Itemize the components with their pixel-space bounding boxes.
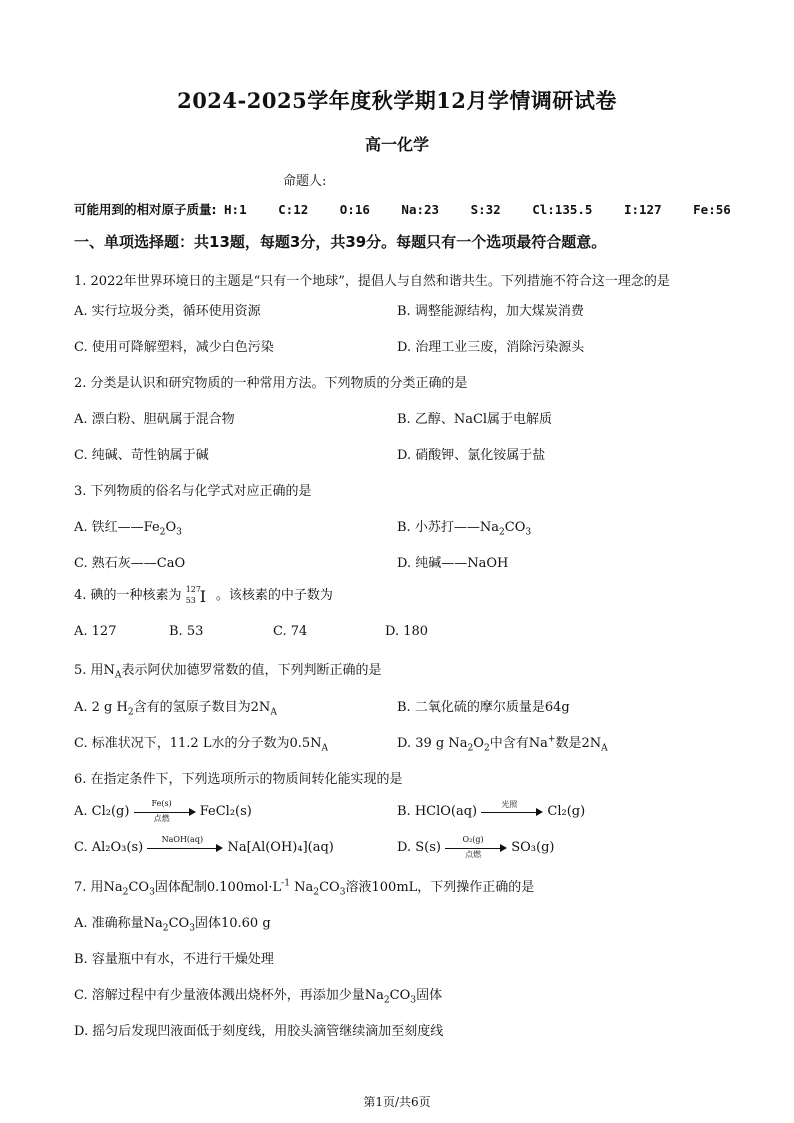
subscript: 3 — [189, 923, 195, 934]
question-6-option-b — [397, 799, 586, 819]
question-7-option-a — [74, 912, 271, 934]
option-text: CO — [389, 988, 411, 1003]
question-4-stem — [74, 584, 333, 607]
mass-number: 127 — [185, 584, 201, 594]
question-7-option-c — [74, 984, 442, 1006]
formula-text: O — [473, 736, 484, 751]
arrow-line — [147, 848, 217, 849]
stem-text: 固体配制0.100mol·L — [154, 880, 282, 895]
subscript: 3 — [176, 527, 182, 538]
question-3-option-b — [397, 516, 531, 538]
superscript: + — [547, 734, 556, 745]
question-6-option-d — [397, 834, 555, 859]
question-4-option-d: D. 180 — [385, 624, 429, 639]
question-3-option-d: D. 纯碱——NaOH — [397, 556, 509, 571]
question-2-option-c: C. 纯碱、苛性钠属于碱 — [74, 448, 209, 463]
superscript: -1 — [281, 878, 291, 889]
stem-text: 7. 用Na — [74, 880, 123, 895]
author-label: 命题人: — [283, 174, 327, 189]
question-4-option-b: B. 53 — [169, 624, 204, 639]
subscript: A — [601, 743, 608, 754]
subscript: 2 — [122, 887, 129, 898]
formula-text: CO — [504, 520, 526, 535]
stem-text: Na — [290, 880, 314, 895]
subscript: 3 — [149, 887, 155, 898]
mass-item: Cl:135.5 — [532, 202, 593, 217]
subscript: 2 — [483, 743, 490, 754]
exam-subtitle: 高一化学 — [364, 135, 429, 154]
reaction-arrow — [445, 834, 507, 859]
question-6-stem: 6. 在指定条件下，下列选项所示的物质间转化能实现的是 — [74, 772, 403, 787]
formula-text: O — [165, 520, 177, 535]
mass-item: Na:23 — [401, 202, 440, 217]
arrow-condition: Fe(s) — [151, 798, 172, 808]
subscript: 2 — [467, 743, 474, 754]
question-3-stem: 3. 下列物质的俗名与化学式对应正确的是 — [74, 484, 312, 499]
question-7-option-d: D. 摇匀后发现凹液面低于刻度线，用胶头滴管继续滴加至刻度线 — [74, 1024, 444, 1039]
question-3-option-a — [74, 516, 182, 538]
question-1-option-c: C. 使用可降解塑料，减少白色污染 — [74, 340, 274, 355]
atomic-masses — [74, 200, 755, 218]
arrow-condition: O₂(g) — [462, 834, 484, 844]
arrow-condition: NaOH(aq) — [161, 834, 204, 844]
stem-text: 表示阿伏加德罗常数的值，下列判断正确的是 — [121, 663, 382, 678]
subscript: 3 — [410, 995, 417, 1006]
section-heading: 一、单项选择题：共13题，每题3分，共39分。每题只有一个选项最符合题意。 — [74, 233, 607, 251]
arrow-condition: 点燃 — [153, 813, 170, 823]
question-3-option-c: C. 熟石灰——CaO — [74, 556, 186, 571]
nuclide-symbol — [186, 585, 212, 607]
mass-item: C:12 — [278, 202, 309, 217]
subscript: 2 — [162, 923, 169, 934]
reaction-arrow — [147, 834, 223, 855]
mass-item: O:16 — [339, 202, 370, 217]
question-1-option-b: B. 调整能源结构，加大煤炭消费 — [397, 304, 584, 319]
stem-text: CO — [128, 880, 150, 895]
question-5-stem — [74, 659, 382, 681]
question-2-stem: 2. 分类是认识和研究物质的一种常用方法。下列物质的分类正确的是 — [74, 376, 468, 391]
arrow-head — [500, 844, 507, 852]
formula-text: C. 标准状况下，11.2 L水的分子数为0.5N — [74, 736, 322, 751]
atomic-masses-label: 可能用到的相对原子质量: — [74, 202, 217, 217]
formula-text: B. 小苏打——Na — [397, 520, 499, 535]
question-7-option-b: B. 容量瓶中有水，不进行干燥处理 — [74, 952, 274, 967]
stem-text: 溶液100mL，下列操作正确的是 — [345, 880, 535, 895]
subscript: 2 — [159, 527, 166, 538]
reaction-arrow — [134, 798, 196, 823]
question-5-option-d — [397, 732, 608, 754]
subscript: 2 — [383, 995, 390, 1006]
page-footer: 第1页/共6页 — [363, 1095, 431, 1109]
reactant: D. S(s) — [397, 840, 441, 855]
arrow-condition: 点燃 — [465, 849, 482, 859]
mass-item: I:127 — [623, 202, 662, 217]
formula-text: D. 39 g Na — [397, 736, 468, 751]
question-6-option-c — [74, 834, 334, 855]
arrow-condition: 光照 — [501, 799, 518, 809]
question-5-option-a — [74, 696, 277, 718]
reaction-arrow — [481, 799, 543, 819]
question-5-option-c — [74, 732, 328, 754]
subscript: 2 — [127, 707, 134, 718]
question-7-stem — [74, 876, 534, 898]
stem-text: CO — [319, 880, 340, 895]
atomic-number: 53 — [185, 595, 196, 605]
element-symbol: I — [199, 586, 207, 606]
question-2-option-b: B. 乙醇、NaCl属于电解质 — [397, 412, 553, 427]
formula-text: 中含有Na — [489, 736, 548, 751]
product: SO₃(g) — [511, 840, 555, 855]
formula-text: A. 铁红——Fe — [74, 520, 160, 535]
formula-text: 含有的氢原子数目为2N — [133, 700, 271, 715]
mass-item: S:32 — [470, 202, 501, 217]
reactant: C. Al₂O₃(s) — [74, 840, 144, 855]
question-5-option-b: B. 二氧化硫的摩尔质量是64g — [397, 700, 570, 715]
product: Cl₂(g) — [547, 804, 586, 819]
arrow-head — [189, 808, 196, 816]
product: Na[Al(OH)₄](aq) — [227, 840, 334, 855]
option-text: CO — [168, 916, 190, 931]
subscript: 2 — [498, 527, 505, 538]
product: FeCl₂(s) — [199, 804, 252, 819]
subscript: A — [321, 743, 329, 754]
arrow-head — [536, 808, 543, 816]
mass-item: H:1 — [224, 202, 247, 217]
subscript: 3 — [339, 887, 346, 898]
question-1-option-d: D. 治理工业三废，消除污染源头 — [397, 340, 585, 355]
subscript: 3 — [525, 527, 532, 538]
option-text: 固体10.60 g — [194, 916, 271, 931]
stem-text: 5. 用N — [74, 663, 115, 678]
question-2-option-d: D. 硝酸钾、氯化铵属于盐 — [397, 448, 546, 463]
mass-item: Fe:56 — [693, 202, 731, 217]
question-1-stem: 1. 2022年世界环境日的主题是“只有一个地球”，提倡人与自然和谐共生。下列措施不符合这一理念的是 — [74, 274, 670, 289]
option-text: 固体 — [416, 988, 443, 1003]
subscript: A — [114, 670, 122, 681]
question-2-option-a: A. 漂白粉、胆矾属于混合物 — [74, 412, 235, 427]
formula-text: 数是2N — [555, 736, 602, 751]
question-6-option-a — [74, 798, 252, 823]
option-text: C. 溶解过程中有少量液体溅出烧杯外，再添加少量Na — [74, 988, 384, 1003]
arrow-line — [481, 812, 537, 813]
stem-text: 。该核素的中子数为 — [215, 588, 333, 603]
subscript: 2 — [313, 887, 320, 898]
question-1-option-a: A. 实行垃圾分类，循环使用资源 — [74, 304, 261, 319]
option-text: A. 准确称量Na — [74, 916, 163, 931]
question-4-option-a: A. 127 — [74, 624, 117, 639]
stem-text: 4. 碘的一种核素为 — [74, 588, 182, 603]
reactant: A. Cl₂(g) — [74, 804, 130, 819]
formula-text: A. 2 g H — [74, 700, 128, 715]
exam-title: 2024-2025学年度秋学期12月学情调研试卷 — [177, 88, 617, 113]
subscript: A — [270, 707, 277, 718]
reactant: B. HClO(aq) — [397, 804, 478, 819]
arrow-head — [216, 844, 223, 852]
question-4-option-c: C. 74 — [273, 624, 308, 639]
